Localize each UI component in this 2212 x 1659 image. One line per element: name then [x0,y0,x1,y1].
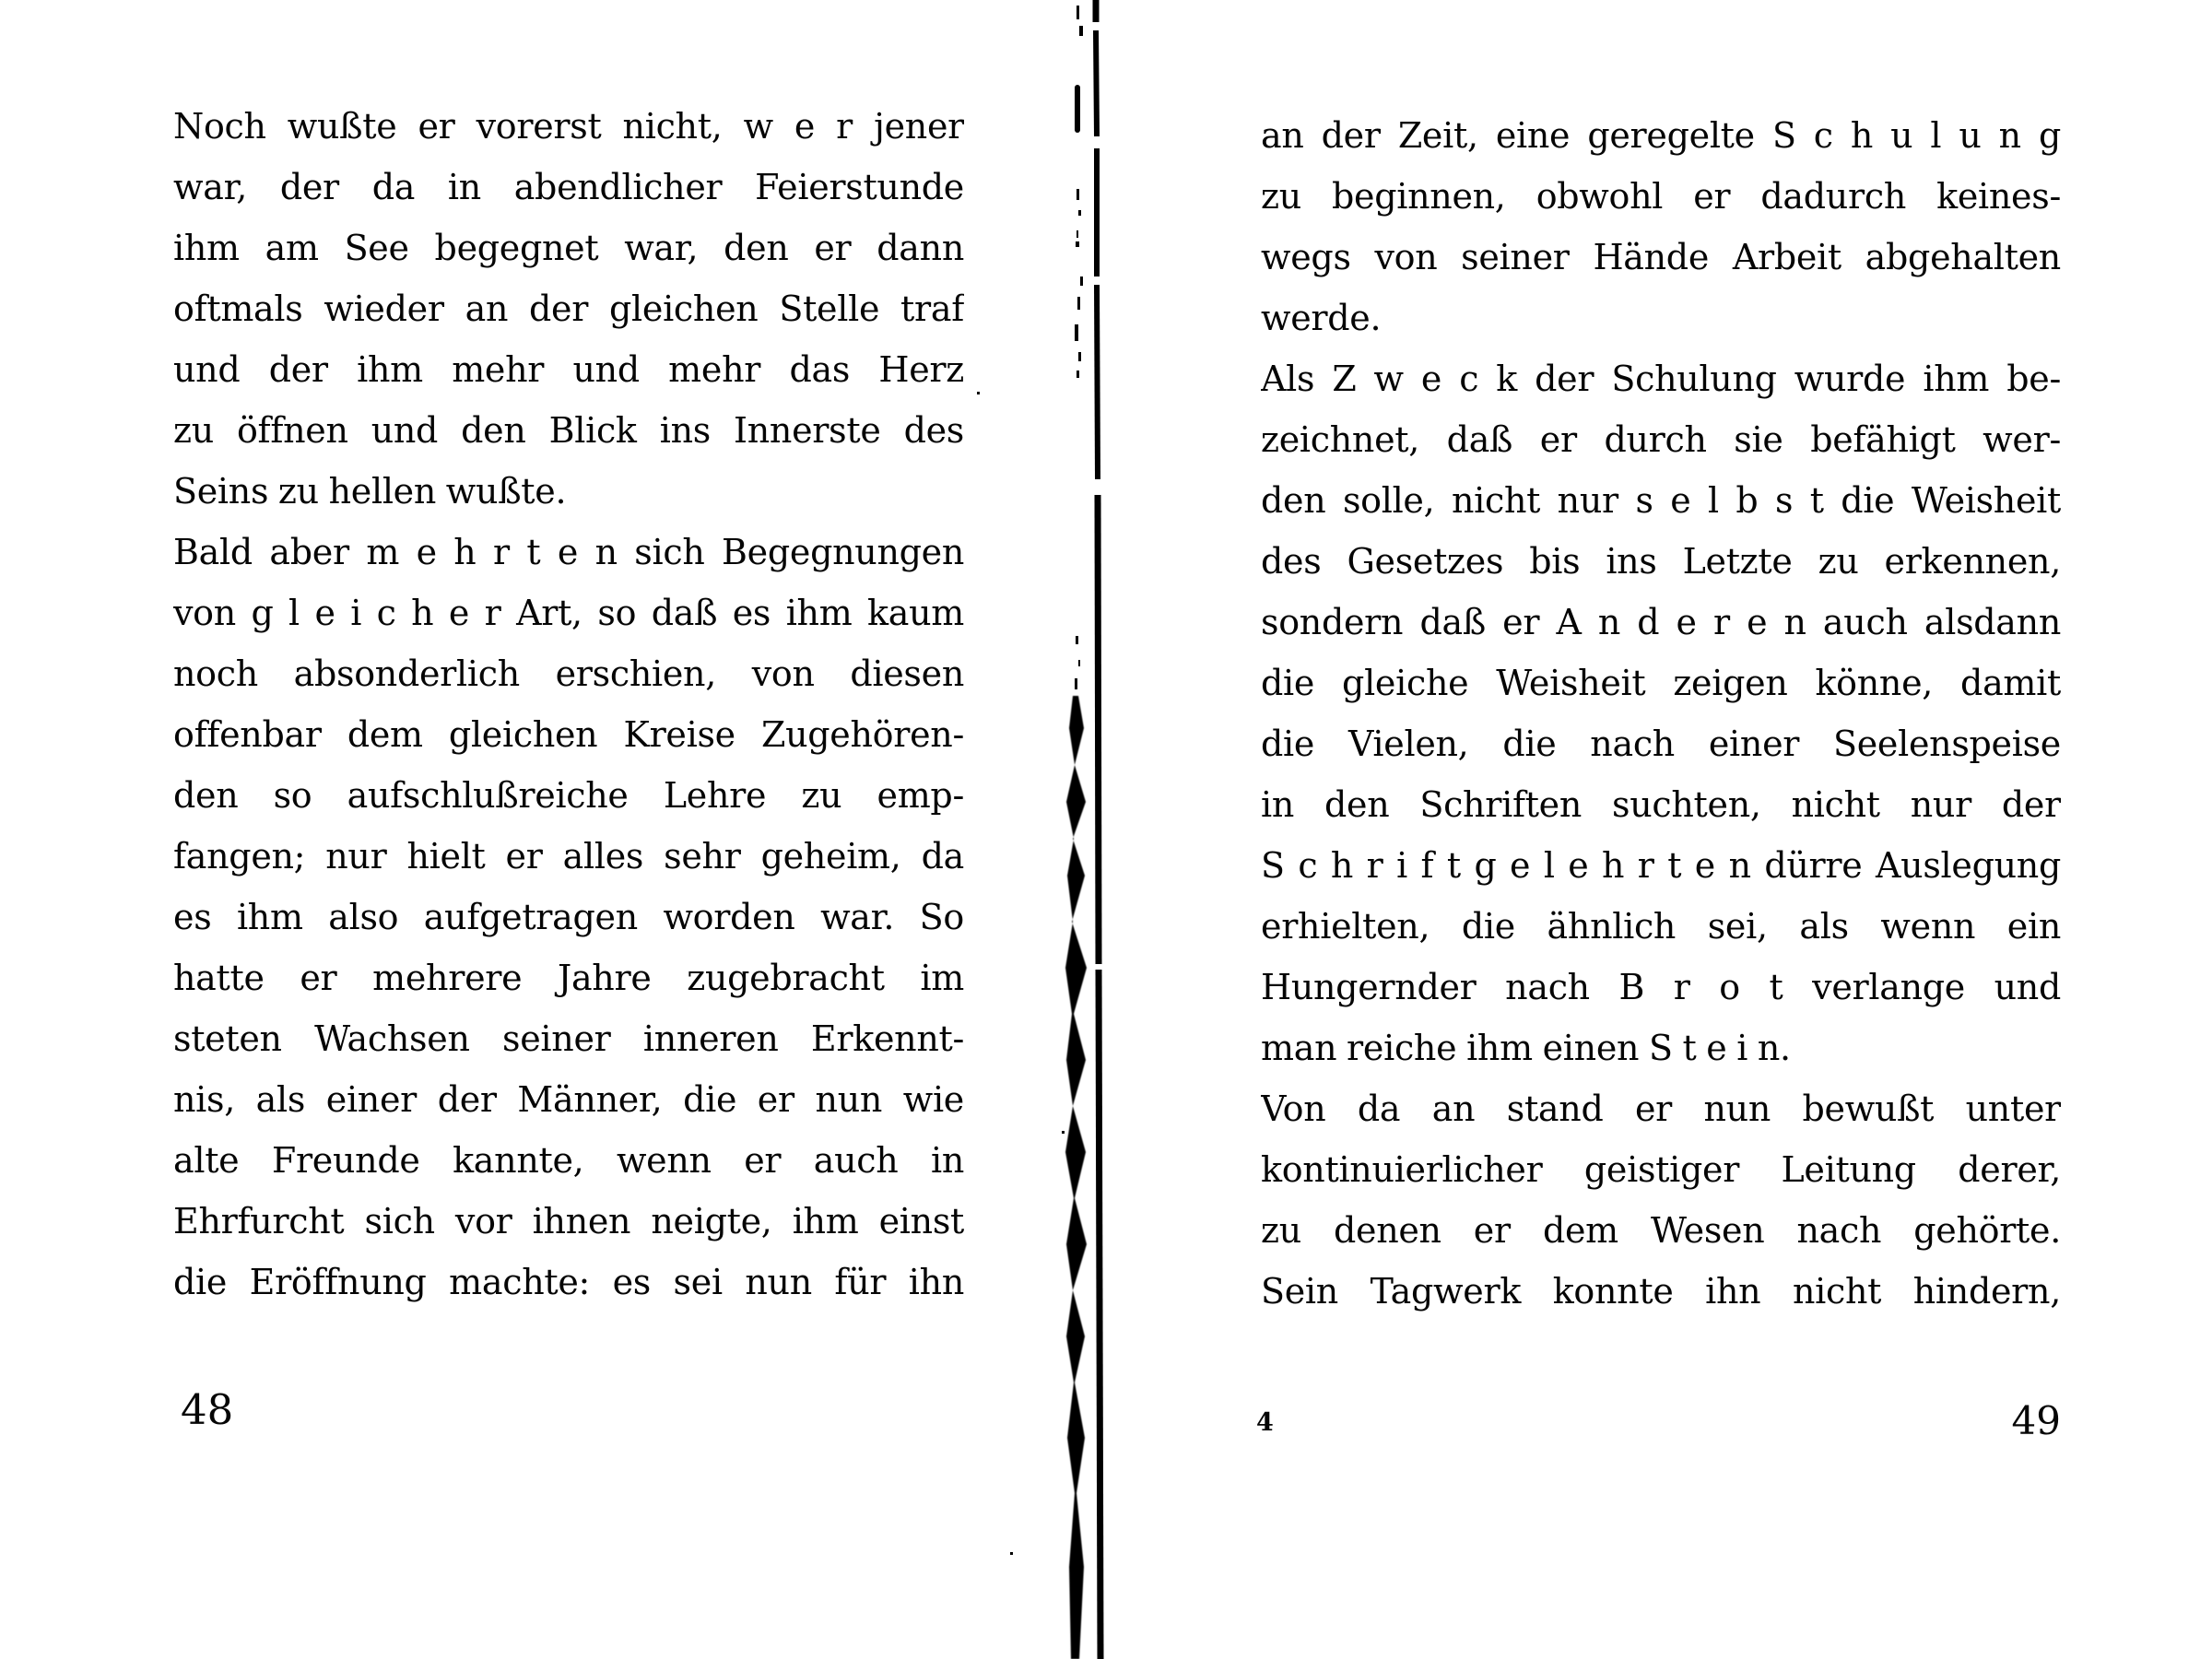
text-line: zu beginnen, obwohl er dadurch keines- [1261,176,2061,217]
text-line: wegs von seiner Hände Arbeit abgehalten [1261,237,2061,277]
binding-crease-line [1096,0,1100,1659]
text-line: werde. [1261,298,1382,338]
text-line: oftmals wieder an der gleichen Stelle traf [173,288,964,329]
text-line: alte Freunde kannte, wenn er auch in [173,1140,964,1181]
text-line: an der Zeit, eine geregelte S c h u l u n g [1261,115,2061,156]
text-line: S c h r i f t g e l e h r t e n dürre Auslegung [1261,845,2061,886]
text-line: ihm am See begegnet war, den er dann [173,228,964,268]
text-line: von g l e i c h e r Art, so daß es ihm kaum [173,593,964,633]
text-line: war, der da in abendlicher Feierstunde [173,167,964,207]
text-line: steten Wachsen seiner inneren Erkennt- [173,1018,964,1059]
text-line: die Eröffnung machte: es sei nun für ihn [173,1262,964,1302]
text-line: Als Z w e c k der Schulung wurde ihm be- [1261,359,2061,399]
printer-signature-mark: 4 [1256,1408,1274,1437]
text-line: fangen; nur hielt er alles sehr geheim, da [173,836,964,877]
text-line: den so aufschlußreiche Lehre zu emp- [173,775,964,816]
text-line: erhielten, die ähnlich sei, als wenn ein [1261,906,2061,947]
left-page-text-block [173,96,964,1312]
text-line: Bald aber m e h r t e n sich Begegnungen [173,532,964,572]
text-line: Sein Tagwerk konnte ihn nicht hindern, [1261,1271,2061,1312]
text-line: Ehrfurcht sich vor ihnen neigte, ihm einst [173,1201,964,1241]
text-line: hatte er mehrere Jahre zugebracht im [173,958,964,998]
text-line: Von da an stand er nun bewußt unter [1261,1088,2061,1129]
ink-specks [977,6,1083,1555]
left-page-number: 48 [181,1385,234,1434]
text-line: Noch wußte er vorerst nicht, w e r jener [173,106,964,147]
text-line: es ihm also aufgetragen worden war. So [173,897,964,937]
text-line: kontinuierlicher geistiger Leitung derer, [1261,1149,2061,1190]
text-line: zu öffnen und den Blick ins Innerste des [173,410,964,451]
text-line: nis, als einer der Männer, die er nun wie [173,1079,964,1120]
right-page-number: 49 [2011,1398,2061,1443]
text-line: noch absonderlich erschien, von diesen [173,653,964,694]
text-line: den solle, nicht nur s e l b s t die Weisheit [1261,480,2061,521]
text-line: Seins zu hellen wußte. [173,471,567,512]
ink-smudge-streak [1065,696,1087,1659]
text-line: sondern daß er A n d e r e n auch alsdann [1261,602,2061,642]
right-page-text-block [1261,105,2061,1322]
text-line: des Gesetzes bis ins Letzte zu erkennen, [1261,541,2061,582]
text-line: die Vielen, die nach einer Seelenspeise [1261,724,2061,764]
text-line: man reiche ihm einen S t e i n. [1261,1028,1791,1068]
text-line: in den Schriften suchten, nicht nur der [1261,784,2061,825]
text-line: offenbar dem gleichen Kreise Zugehören- [173,714,964,755]
text-line: Hungernder nach B r o t verlange und [1261,967,2061,1007]
text-line: zeichnet, daß er durch sie befähigt wer- [1261,419,2061,460]
text-line: die gleiche Weisheit zeigen könne, damit [1261,663,2061,703]
text-line: zu denen er dem Wesen nach gehörte. [1261,1210,2061,1251]
text-line: und der ihm mehr und mehr das Herz [173,349,964,390]
